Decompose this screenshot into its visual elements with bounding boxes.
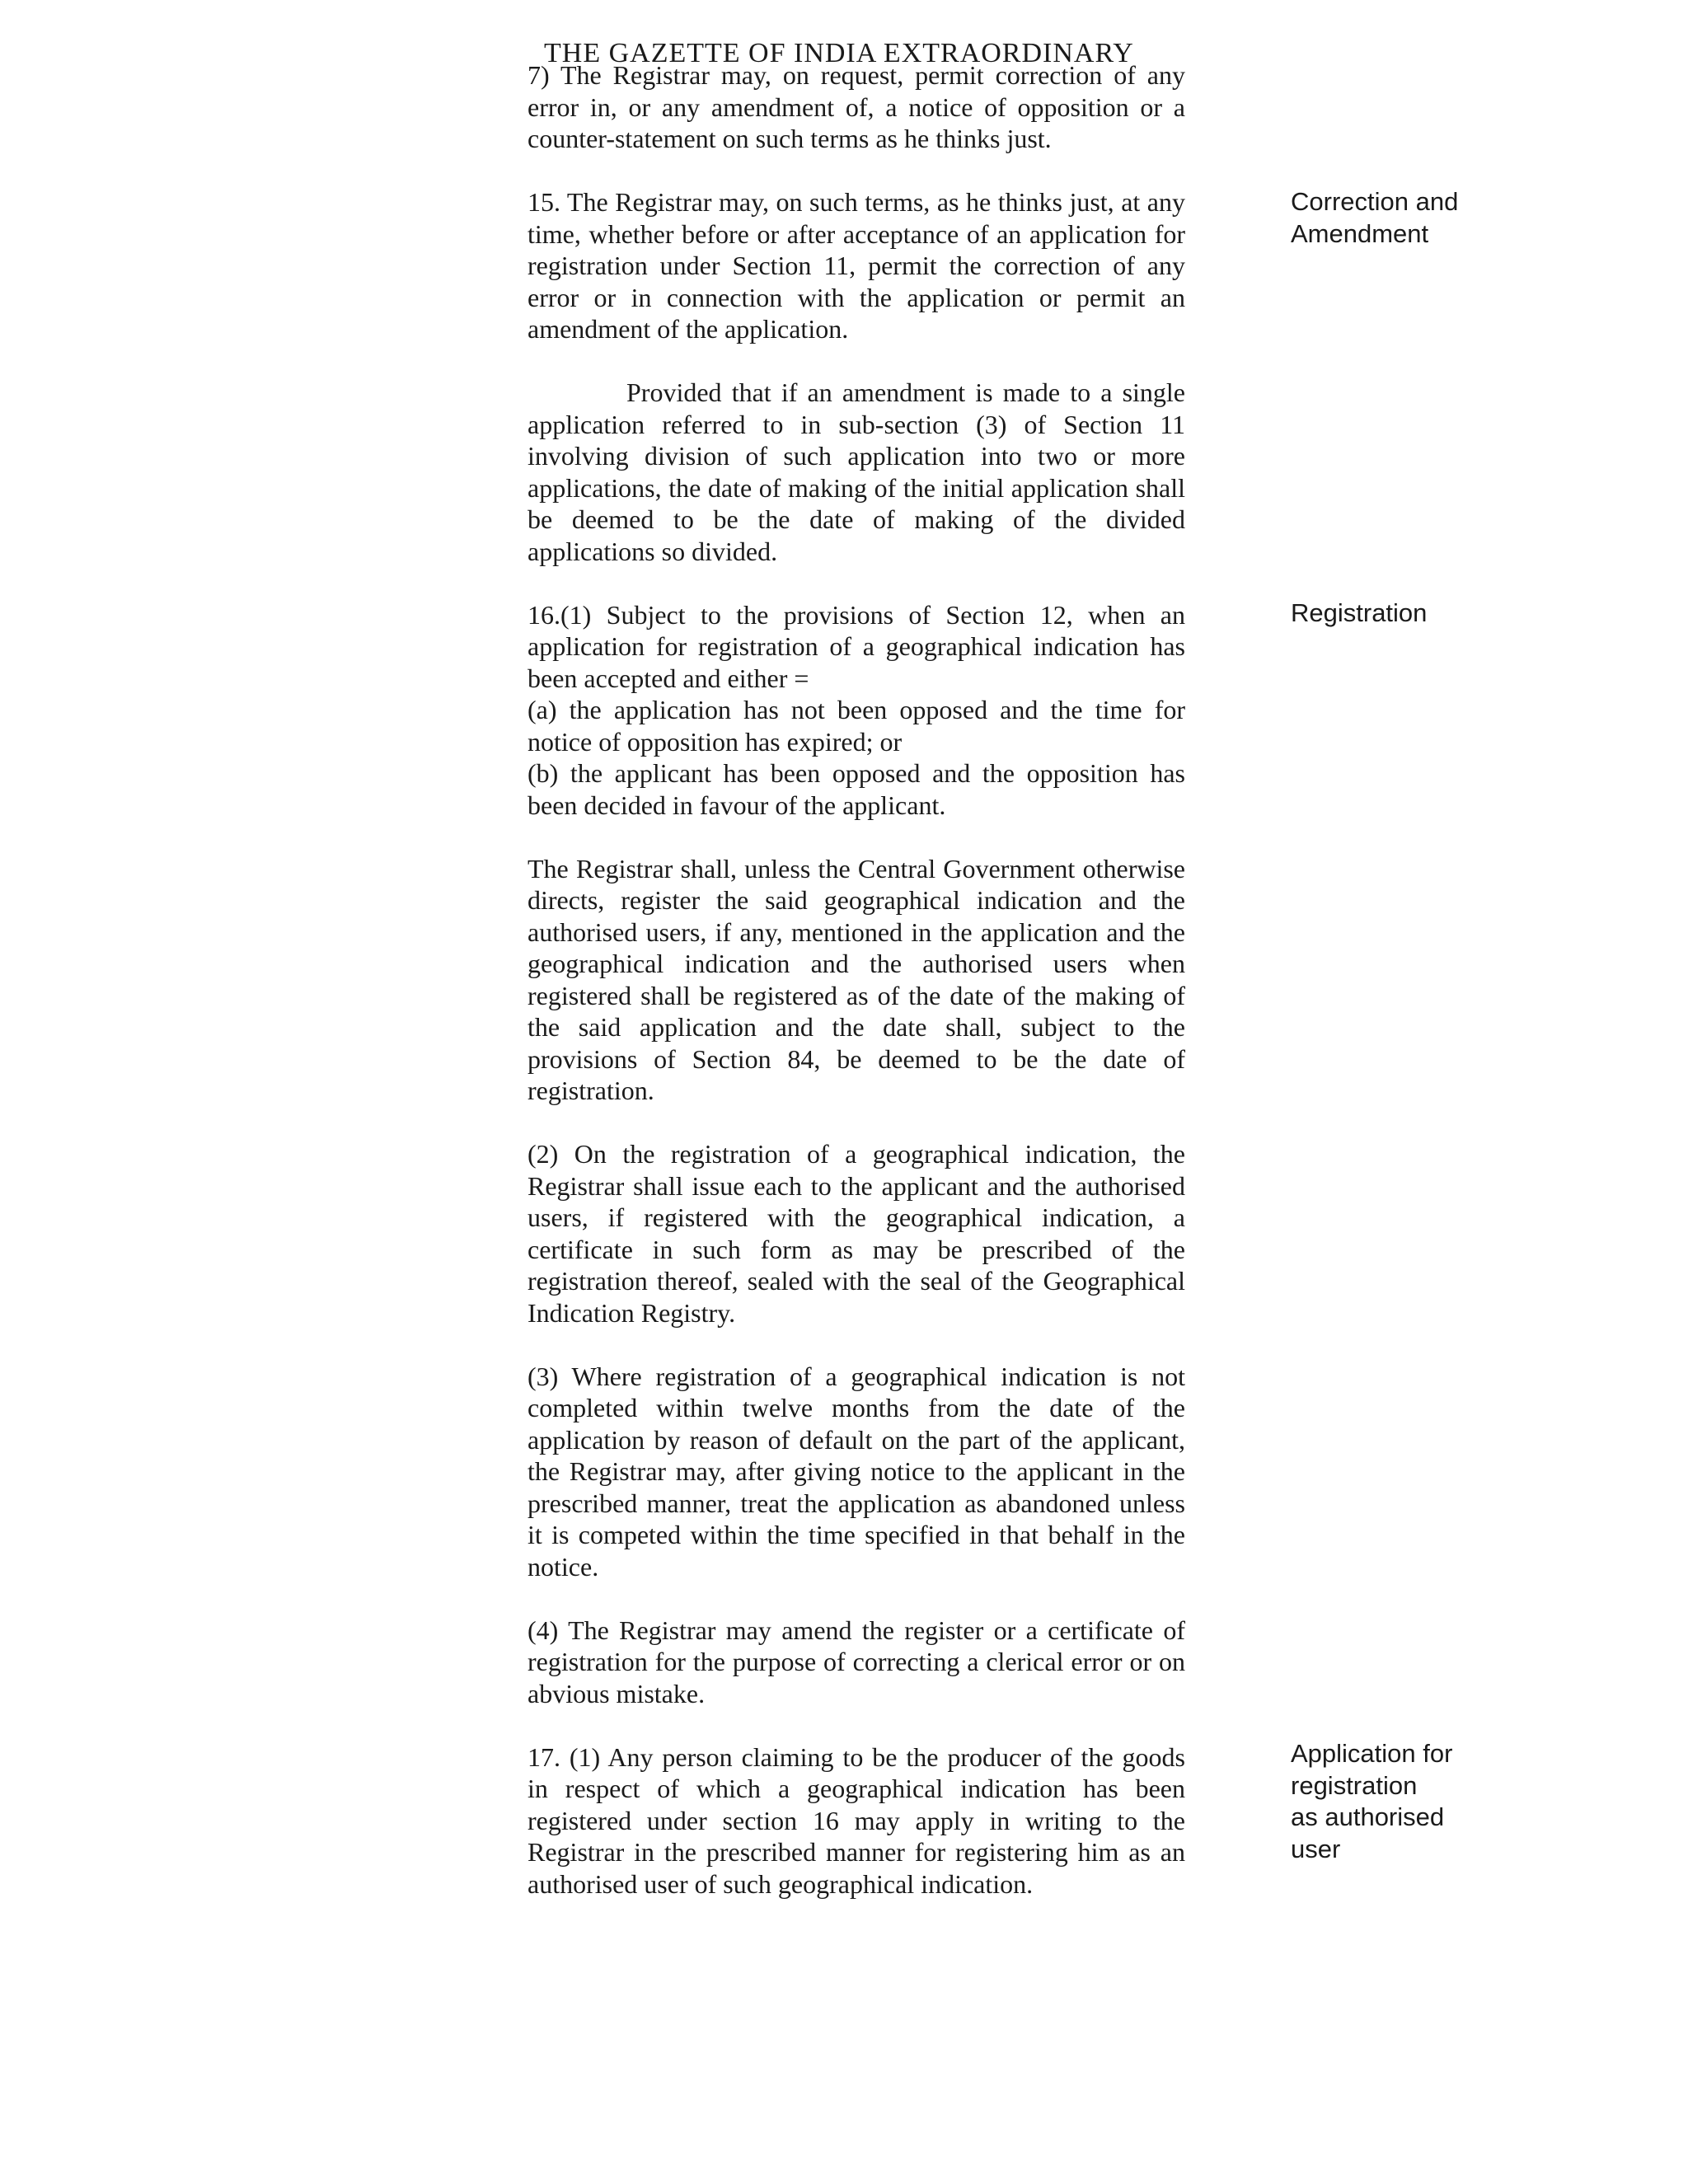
margin-note-line: Application for xyxy=(1291,1739,1453,1768)
margin-note-line: Registration xyxy=(1291,598,1428,627)
margin-note-registration xyxy=(1291,598,1489,630)
paragraph-section-16-3: (3) Where registration of a geographical indication is not completed within twelve months from the date of the application by reason of default on the part of the applicant, the Registrar may, after giving notice to the applicant in the prescribed manner, treat the application as abandoned unless it is competed within the time specified in that behalf in the notice. xyxy=(528,1361,1185,1582)
paragraph-proviso: Provided that if an amendment is made to a single application referred to in sub-section (3) of Section 11 involving division of such application into two or more applications, the date of making of the initial application shall be deemed to be the date of making of the divided applications so divided. xyxy=(528,377,1185,566)
margin-note-line: user xyxy=(1291,1834,1341,1863)
margin-note-line: Correction and xyxy=(1291,187,1459,216)
paragraph-section-15: 15. The Registrar may, on such terms, as he thinks just, at any time, whether before or after acceptance of an application for registration under Section 11, permit the correction of any error or in connection with the application or permit an amendment of the application. xyxy=(528,187,1185,344)
paragraph-section-16-4: (4) The Registrar may amend the register or a certificate of registration for the purpose of correcting a clerical error or on abvious mistake. xyxy=(528,1615,1185,1708)
clause-b: (b) the applicant has been opposed and the opposition has been decided in favour of the applicant. xyxy=(528,758,1185,820)
margin-note-correction-amendment xyxy=(1291,186,1489,250)
running-header-text: THE GAZETTE OF INDIA EXTRAORDINARY xyxy=(544,38,1134,68)
paragraph-7-correction: 7) The Registrar may, on request, permit correction of any error in, or any amendment of, a notice of opposition or a counter-statement on such terms as he thinks just. xyxy=(528,60,1185,153)
main-text-column xyxy=(528,59,1185,1932)
paragraph-registrar-shall: The Registrar shall, unless the Central Government otherwise directs, register the said geographical indication and the authorised users, if any, mentioned in the application and the geographical indication and the authorised users when registered shall be registered as of the date of the making of the said application and the date shall, subject to the provisions of Section 84, be deemed to be the date of registration. xyxy=(528,853,1185,1105)
margin-note-line: as authorised xyxy=(1291,1802,1445,1831)
margin-note-line: Amendment xyxy=(1291,218,1429,248)
paragraph-section-17-1: 17. (1) Any person claiming to be the producer of the goods in respect of which a geographical indication has been registered under section 16 may apply in writing to the Registrar in the prescribed manner for registering him as an authorised user of such geographical indication. xyxy=(528,1741,1185,1899)
margin-note-line: registration xyxy=(1291,1770,1418,1800)
clause-a: (a) the application has not been opposed and the time for notice of opposition has expired; or xyxy=(528,695,1185,757)
running-header xyxy=(544,26,1203,68)
paragraph-section-16-1: 16.(1) Subject to the provisions of Section 12, when an application for registration of a geographical indication has been accepted and either = xyxy=(528,599,1185,693)
margin-note-authorised-user xyxy=(1291,1738,1489,1865)
paragraph-section-16-2: (2) On the registration of a geographical indication, the Registrar shall issue each to the applicant and the authorised users, if registered with the geographical indication, a certificate in such form as may be prescribed of the registration thereof, sealed with the seal of the Geographical Indication Registry. xyxy=(528,1139,1185,1328)
